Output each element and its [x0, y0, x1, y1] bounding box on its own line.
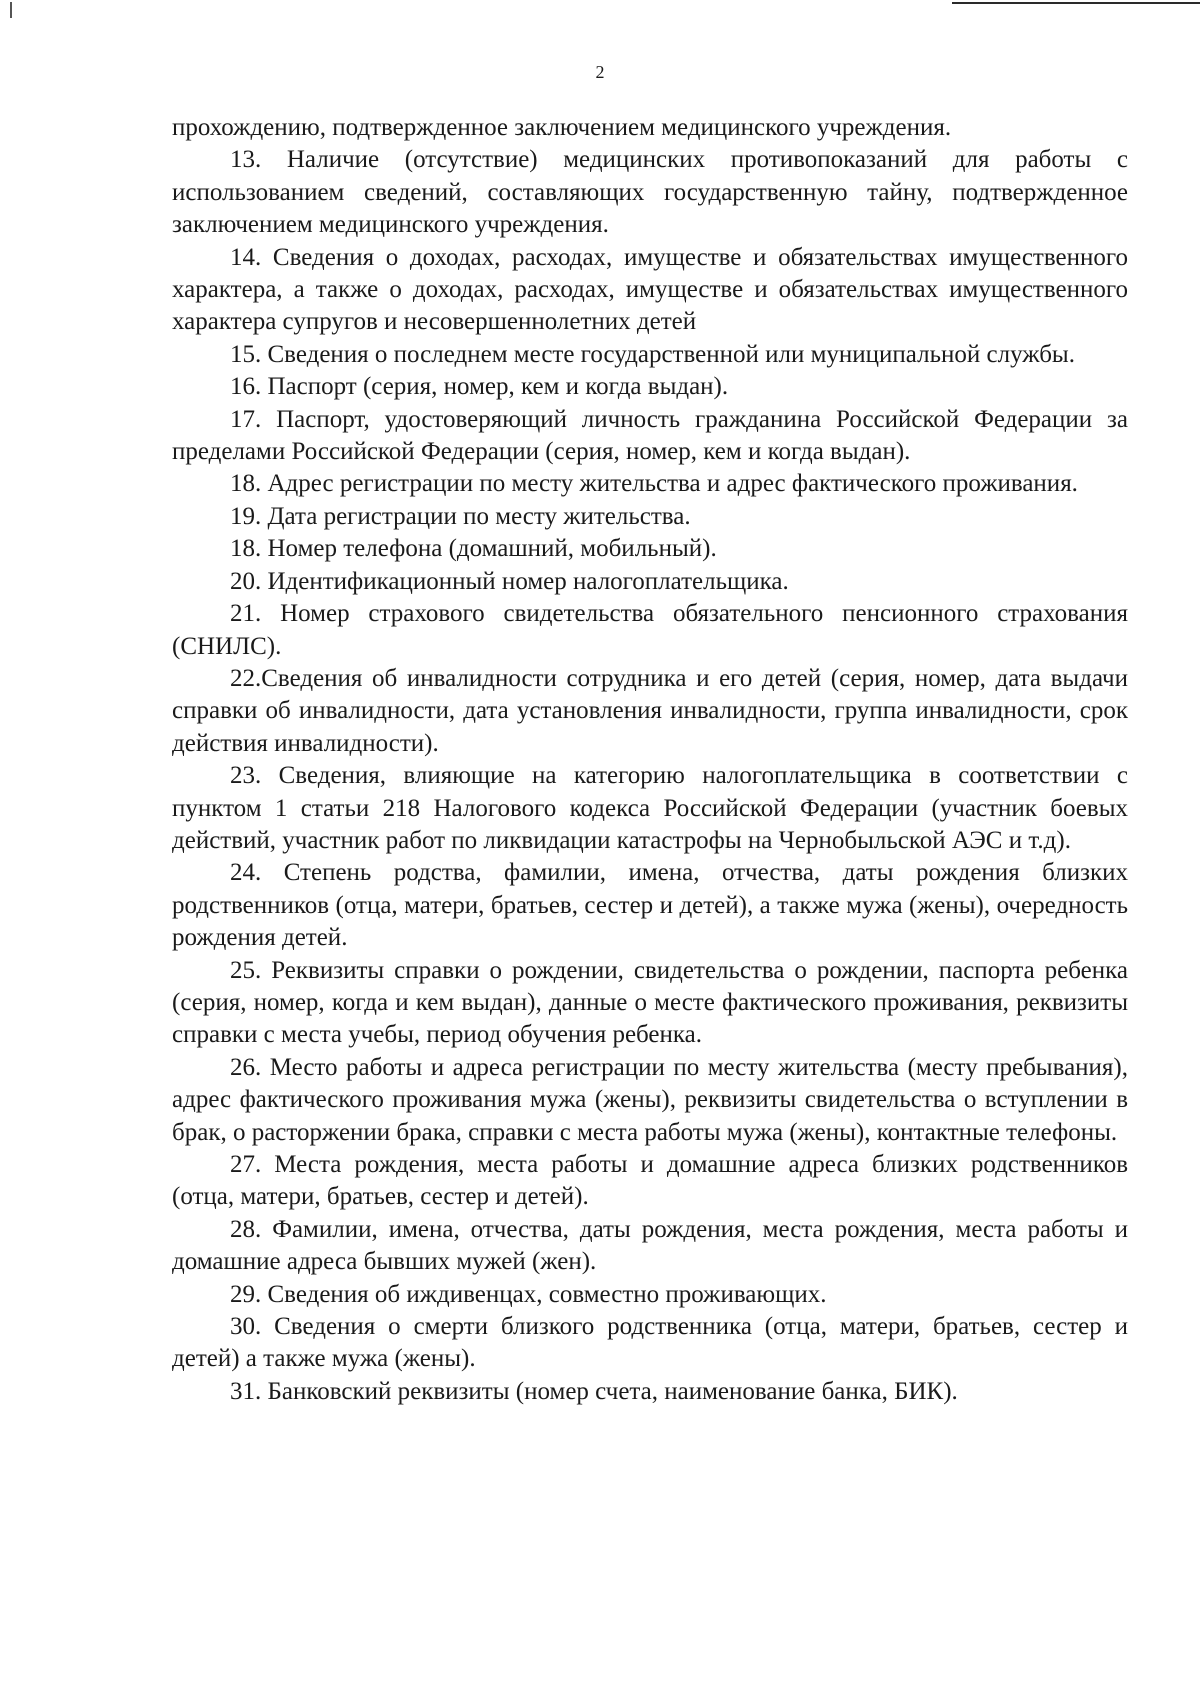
paragraph-item-19: 19. Дата регистрации по месту жительства.: [230, 502, 691, 530]
scan-edge-mark: [10, 2, 12, 18]
paragraph-item-23: 23. Сведения, влияющие на категорию налогоплательщика в соответствии с пунктом 1 статьи 218 Налогового кодекса Российской Федерации (участник боевых действий, участник работ по ликвидации катастрофы на Чернобыльской АЭС и т.д).: [172, 762, 1128, 854]
paragraph-item-31: 31. Банковский реквизиты (номер счета, наименование банка, БИК).: [230, 1377, 958, 1405]
paragraph-item-22: 22.Сведения об инвалидности сотрудника и его детей (серия, номер, дата выдачи справки об инвалидности, дата установления инвалидности, группа инвалидности, срок действия инвалидности).: [172, 664, 1128, 757]
paragraph-item-26: 26. Место работы и адреса регистрации по месту жительства (месту пребывания), адрес фактического проживания мужа (жены), реквизиты свидетельства о вступлении в брак, о расторжении брака, справки с места работы мужа (жены), контактные телефоны.: [172, 1053, 1128, 1146]
paragraph-item-30: 30. Сведения о смерти близкого родственника (отца, матери, братьев, сестер и детей) а также мужа (жены).: [172, 1313, 1128, 1373]
document-body: [172, 112, 1128, 1408]
paragraph-item-24: 24. Степень родства, фамилии, имена, отчества, даты рождения близких родственников (отца, матери, братьев, сестер и детей), а также мужа (жены), очередность рождения детей.: [172, 859, 1128, 952]
paragraph-item-21: 21. Номер страхового свидетельства обязательного пенсионного страхования (СНИЛС).: [172, 600, 1128, 660]
paragraph-item-20: 20. Идентификационный номер налогоплательщика.: [230, 567, 789, 595]
page-number: 2: [595, 62, 605, 82]
paragraph-item-17: 17. Паспорт, удостоверяющий личность гражданина Российской Федерации за пределами Российской Федерации (серия, номер, кем и когда выдан).: [172, 405, 1128, 466]
paragraph-item-18-phone: 18. Номер телефона (домашний, мобильный).: [230, 535, 717, 563]
paragraph-item-13: 13. Наличие (отсутствие) медицинских противопоказаний для работы с использованием сведений, составляющих государственную тайну, подтвержденное заключением медицинского учреждения.: [172, 146, 1128, 239]
scan-edge-line: [952, 2, 1200, 4]
paragraph-item-15: 15. Сведения о последнем месте государственной или муниципальной службы.: [230, 340, 1075, 368]
paragraph-item-25: 25. Реквизиты справки о рождении, свидетельства о рождении, паспорта ребенка (серия, номер, когда и кем выдан), данные о месте фактического проживания, реквизиты справки с места учебы, период обучения ребенка.: [172, 956, 1128, 1049]
paragraph-continuation: прохождению, подтвержденное заключением медицинского учреждения.: [172, 114, 952, 141]
paragraph-item-27: 27. Места рождения, места работы и домашние адреса близких родственников (отца, матери, братьев, сестер и детей).: [172, 1151, 1128, 1211]
paragraph-item-28: 28. Фамилии, имена, отчества, даты рождения, места рождения, места работы и домашние адреса бывших мужей (жен).: [172, 1215, 1128, 1276]
paragraph-item-29: 29. Сведения об иждивенцах, совместно проживающих.: [230, 1280, 827, 1308]
paragraph-item-16: 16. Паспорт (серия, номер, кем и когда выдан).: [230, 373, 729, 401]
paragraph-item-18-address: 18. Адрес регистрации по месту жительства и адрес фактического проживания.: [230, 470, 1078, 498]
paragraph-item-14: 14. Сведения о доходах, расходах, имуществе и обязательствах имущественного характера, а также о доходах, расходах, имуществе и обязательствах имущественного характера супругов и несовершеннолетних детей: [172, 243, 1128, 336]
